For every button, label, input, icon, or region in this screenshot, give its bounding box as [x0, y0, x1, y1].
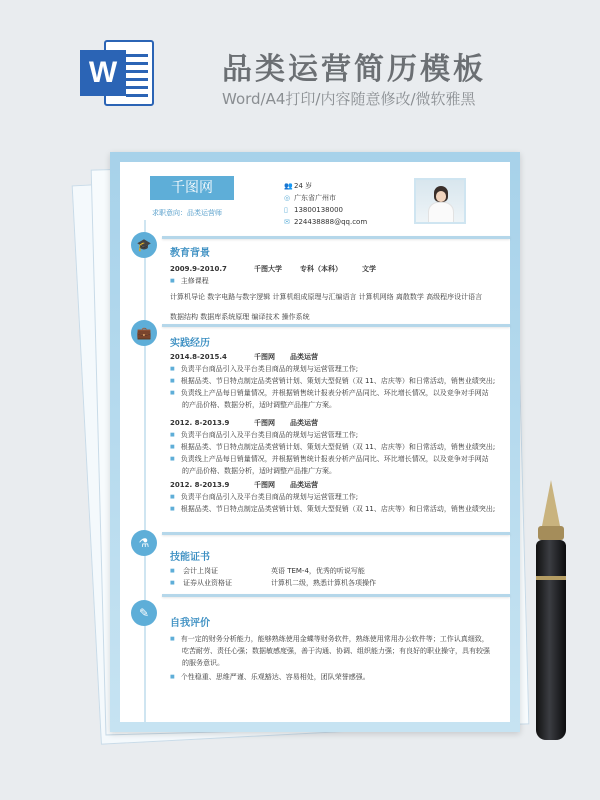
course-label: ■ 主修课程: [170, 276, 209, 287]
job-1-company: 千图网: [254, 353, 275, 361]
job-2-bullet-2: ■ 根据品类、节日特点制定品类营销计划、策划大型促销（双 11、店庆等）和日常活动，销售业绩突出;: [170, 442, 495, 453]
evaluation-line-1: ■ 有一定的财务分析能力，能够熟练使用金蝶等财务软件，熟练使用常用办公软件等；工作认真细致，: [170, 634, 489, 645]
job-1-bullet-1: ■ 负责平台商品引入及平台类目商品的规划与运营管理工作;: [170, 364, 358, 375]
page-title: 品类运营简历模板: [222, 52, 486, 87]
experience-title: 实践经历: [170, 338, 210, 349]
name-box: 千图网: [150, 176, 234, 200]
evaluation-line-2: 吃苦耐劳、责任心强；数据敏感度强，善于沟通、协调、组织能力强；有良好的职业操守，具有较强: [182, 647, 490, 655]
phone: 13800138000: [294, 206, 343, 214]
education-title: 教育背景: [170, 248, 210, 259]
timeline-line: [144, 220, 146, 722]
evaluation-line-4: ■ 个性稳重、思维严谨、乐观豁达、容易相处，团队荣誉感强。: [170, 672, 370, 683]
fountain-pen-image: [532, 480, 572, 740]
resume-content: [120, 162, 510, 722]
skill-2-right: 计算机二级，熟悉计算机各项操作: [270, 579, 376, 587]
evaluation-line-3: 的服务意识。: [182, 659, 224, 667]
job-3-bullet-1: ■ 负责平台商品引入及平台类目商品的规划与运营管理工作;: [170, 492, 358, 503]
location: 广东省广州市: [294, 194, 336, 202]
age: 24 岁: [294, 182, 313, 190]
education-school: 千图大学: [254, 265, 282, 273]
skill-1-right: 英语 TEM-4，优秀的听说写能: [270, 567, 365, 575]
person-icon: 👥: [284, 182, 293, 190]
job-2-header: [170, 418, 318, 429]
skill-1-left: 会计上岗证: [182, 567, 218, 575]
flask-icon: ⚗: [131, 530, 157, 556]
education-major: 文学: [362, 265, 376, 273]
job-1-bullet-3: ■ 负责线上产品每日销量情况，并根据销售统计报表分析产品同比、环比增长情况，以及竞争对手网站: [170, 388, 489, 399]
resume-page: [110, 152, 520, 732]
page-subtitle: Word/A4打印/内容随意修改/微软雅黑: [222, 90, 476, 108]
word-letter: W: [80, 50, 126, 96]
skills-divider: [162, 532, 510, 535]
contact-info: [284, 180, 367, 228]
job-2-bullet-1: ■ 负责平台商品引入及平台类目商品的规划与运营管理工作;: [170, 430, 358, 441]
graduation-cap-icon: 🎓: [131, 232, 157, 258]
job-1-bullet-3-cont: 的产品价格、数据分析，适时调整产品推广方案。: [182, 401, 336, 409]
job-2-bullet-3: ■ 负责线上产品每日销量情况，并根据销售统计报表分析产品同比、环比增长情况，以及竞争对手网站: [170, 454, 489, 465]
email: 224438888@qq.com: [294, 218, 368, 226]
skill-2-left: 证券从业资格证: [182, 579, 232, 587]
skills-row-2: [170, 578, 376, 589]
edit-note-icon: ✎: [131, 600, 157, 626]
evaluation-divider: [162, 594, 510, 597]
job-2-role: 品类运营: [290, 419, 318, 427]
evaluation-title: 自我评价: [170, 618, 210, 629]
job-2-period: 2012. 8-2013.9: [170, 419, 230, 427]
skills-title: 技能证书: [170, 552, 210, 563]
education-row: [170, 264, 376, 275]
job-3-company: 千图网: [254, 481, 275, 489]
education-period: 2009.9-2010.7: [170, 265, 227, 273]
job-3-role: 品类运营: [290, 481, 318, 489]
job-intent: 求职意向：品类运营师: [152, 209, 222, 217]
job-1-period: 2014.8-2015.4: [170, 353, 227, 361]
phone-icon: ▯: [284, 206, 288, 214]
header-banner: [0, 0, 600, 140]
profile-photo: [414, 178, 466, 224]
courses-line-1: 计算机导论 数字电路与数字逻辑 计算机组成原理与汇编语言 计算机网络 离散数学 高级程序设计语言: [170, 293, 483, 301]
job-3-period: 2012. 8-2013.9: [170, 481, 230, 489]
job-1-role: 品类运营: [290, 353, 318, 361]
courses-line-2: 数据结构 数据库系统原理 编译技术 操作系统: [170, 313, 310, 321]
word-logo: [80, 40, 156, 106]
education-degree: 专科（本科）: [300, 265, 342, 273]
mail-icon: ✉: [284, 218, 290, 226]
briefcase-icon: 💼: [131, 320, 157, 346]
skills-row-1: [170, 566, 365, 577]
job-3-bullet-2: ■ 根据品类、节日特点制定品类营销计划、策划大型促销（双 11、店庆等）和日常活动，销售业绩突出;: [170, 504, 495, 515]
location-pin-icon: ◎: [284, 194, 291, 202]
job-1-header: [170, 352, 318, 363]
education-divider: [162, 236, 510, 239]
job-2-bullet-3-cont: 的产品价格、数据分析，适时调整产品推广方案。: [182, 467, 336, 475]
job-3-header: [170, 480, 318, 491]
job-2-company: 千图网: [254, 419, 275, 427]
experience-divider: [162, 324, 510, 327]
job-1-bullet-2: ■ 根据品类、节日特点制定品类营销计划、策划大型促销（双 11、店庆等）和日常活动，销售业绩突出;: [170, 376, 495, 387]
